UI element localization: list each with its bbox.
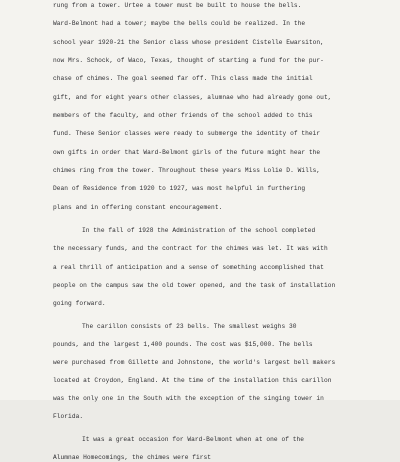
text-line: plans and in offering constant encouragement. <box>53 204 223 211</box>
text-line: a real thrill of anticipation and a sense of something accomplished that <box>53 264 324 271</box>
text-line: fund. These Senior classes were ready to submerge the identity of their <box>53 130 321 137</box>
text-line: people on the campus saw the old tower opened, and the task of installation <box>53 282 336 289</box>
text-line: pounds, and the largest 1,400 pounds. The cost was $15,000. The bells <box>53 341 313 348</box>
text-line: In the fall of 1928 the Administration of the school completed <box>82 227 316 234</box>
text-line: going forward. <box>53 300 106 307</box>
text-line: The carillon consists of 23 bells. The smallest weighs 30 <box>82 323 297 330</box>
text-line: were purchased from Gillette and Johnstone, the world's largest bell makers <box>53 359 336 366</box>
text-line: Ward-Belmont had a tower; maybe the bells could be realized. In the <box>53 20 306 27</box>
text-line: was the only one in the South with the exception of the singing tower in <box>53 395 324 402</box>
text-line: It was a great occasion for Ward-Belmont when at one of the <box>82 436 305 443</box>
text-line: own gifts in order that Ward-Belmont girls of the future might hear the <box>53 149 321 156</box>
text-line: gift, and for eight years other classes, alumnae who had already gone out, <box>53 94 332 101</box>
text-line: the necessary funds, and the contract for the chimes was let. It was with <box>53 245 328 252</box>
text-line: Florida. <box>53 413 84 420</box>
text-line: Dean of Residence from 1920 to 1927, was most helpful in furthering <box>53 185 306 192</box>
text-line: chase of chimes. The goal seemed far off. This class made the initial <box>53 75 313 82</box>
text-line: chimes ring from the tower. Throughout these years Miss Lolie D. Wills, <box>53 167 321 174</box>
text-line: now Mrs. Schock, of Waco, Texas, thought of starting a fund for the pur- <box>53 57 324 64</box>
text-line: members of the faculty, and other friends of the school added to this <box>53 112 313 119</box>
text-line: school year 1920-21 the Senior class whose president Cistelle Ewarsiton, <box>53 39 324 46</box>
text-line: located at Croydon, England. At the time of the installation this carillon <box>53 377 332 384</box>
text-line: Alumnae Homecomings, the chimes were first <box>53 454 212 461</box>
text-line: rung from a tower. Urtee a tower must be built to house the bells. <box>53 2 302 9</box>
